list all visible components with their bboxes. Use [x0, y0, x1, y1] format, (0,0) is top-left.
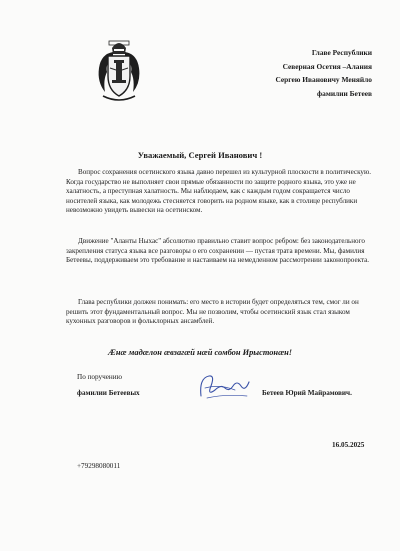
greeting: Уважаемый, Сергей Иванович !	[137, 150, 263, 160]
letter-date: 16.05.2025	[332, 441, 365, 449]
body-paragraph-2: Движение "Аланты Ныхас" абсолютно правильно ставит вопрос ребром: без законодательного закрепления статуса языка все разговоры о его сохранении — пустая трата времени. Мы, фамилия Бетеевы, поддерживаем это требование и настаиваем на немедленном рассмотрении законопроекта.	[66, 237, 370, 265]
addressee-name: Сергею Ивановичу Меняйло	[275, 75, 372, 84]
on-behalf-label: По поручению	[77, 373, 122, 381]
body-paragraph-1: Вопрос сохранения осетинского языка давно перешел из культурной плоскости в политическую. Когда государство не выполняет свои прямые обязанности по защите родного языка, это уже не халатность, а преступная халатность. Мы наблюдаем, как с каждым годом сокращается число носителей языка, как молодежь стесняется говорить на родном языке, как в столице республики невозможно увидеть вывески на осетинском.	[66, 168, 372, 215]
addressee-title: Главе Республики	[311, 48, 372, 57]
motto: Ӕнӕ мадӕлон ӕвзагӕй нӕй сомбон Ирыстонӕн!	[107, 348, 293, 357]
addressee-from: фамилии Бетеев	[317, 88, 372, 98]
handwritten-signature-icon	[195, 370, 253, 404]
addressee-region: Северная Осетия –Алания	[282, 61, 372, 71]
contact-phone: +79298080011	[77, 462, 121, 470]
signer-name: Бетеев Юрий Майрамович.	[262, 389, 352, 397]
family-signature-label: фамилии Бетеевых	[77, 389, 140, 397]
family-crest-icon	[95, 34, 143, 104]
addressee-block	[172, 46, 372, 100]
body-paragraph-3: Глава республики должен понимать: его место в истории будет определяться тем, смог ли он решить этот фундаментальный вопрос. Мы не позволим, чтобы осетинский язык стал языком кухонных разговоров и фольклорных ансамблей.	[66, 298, 359, 326]
